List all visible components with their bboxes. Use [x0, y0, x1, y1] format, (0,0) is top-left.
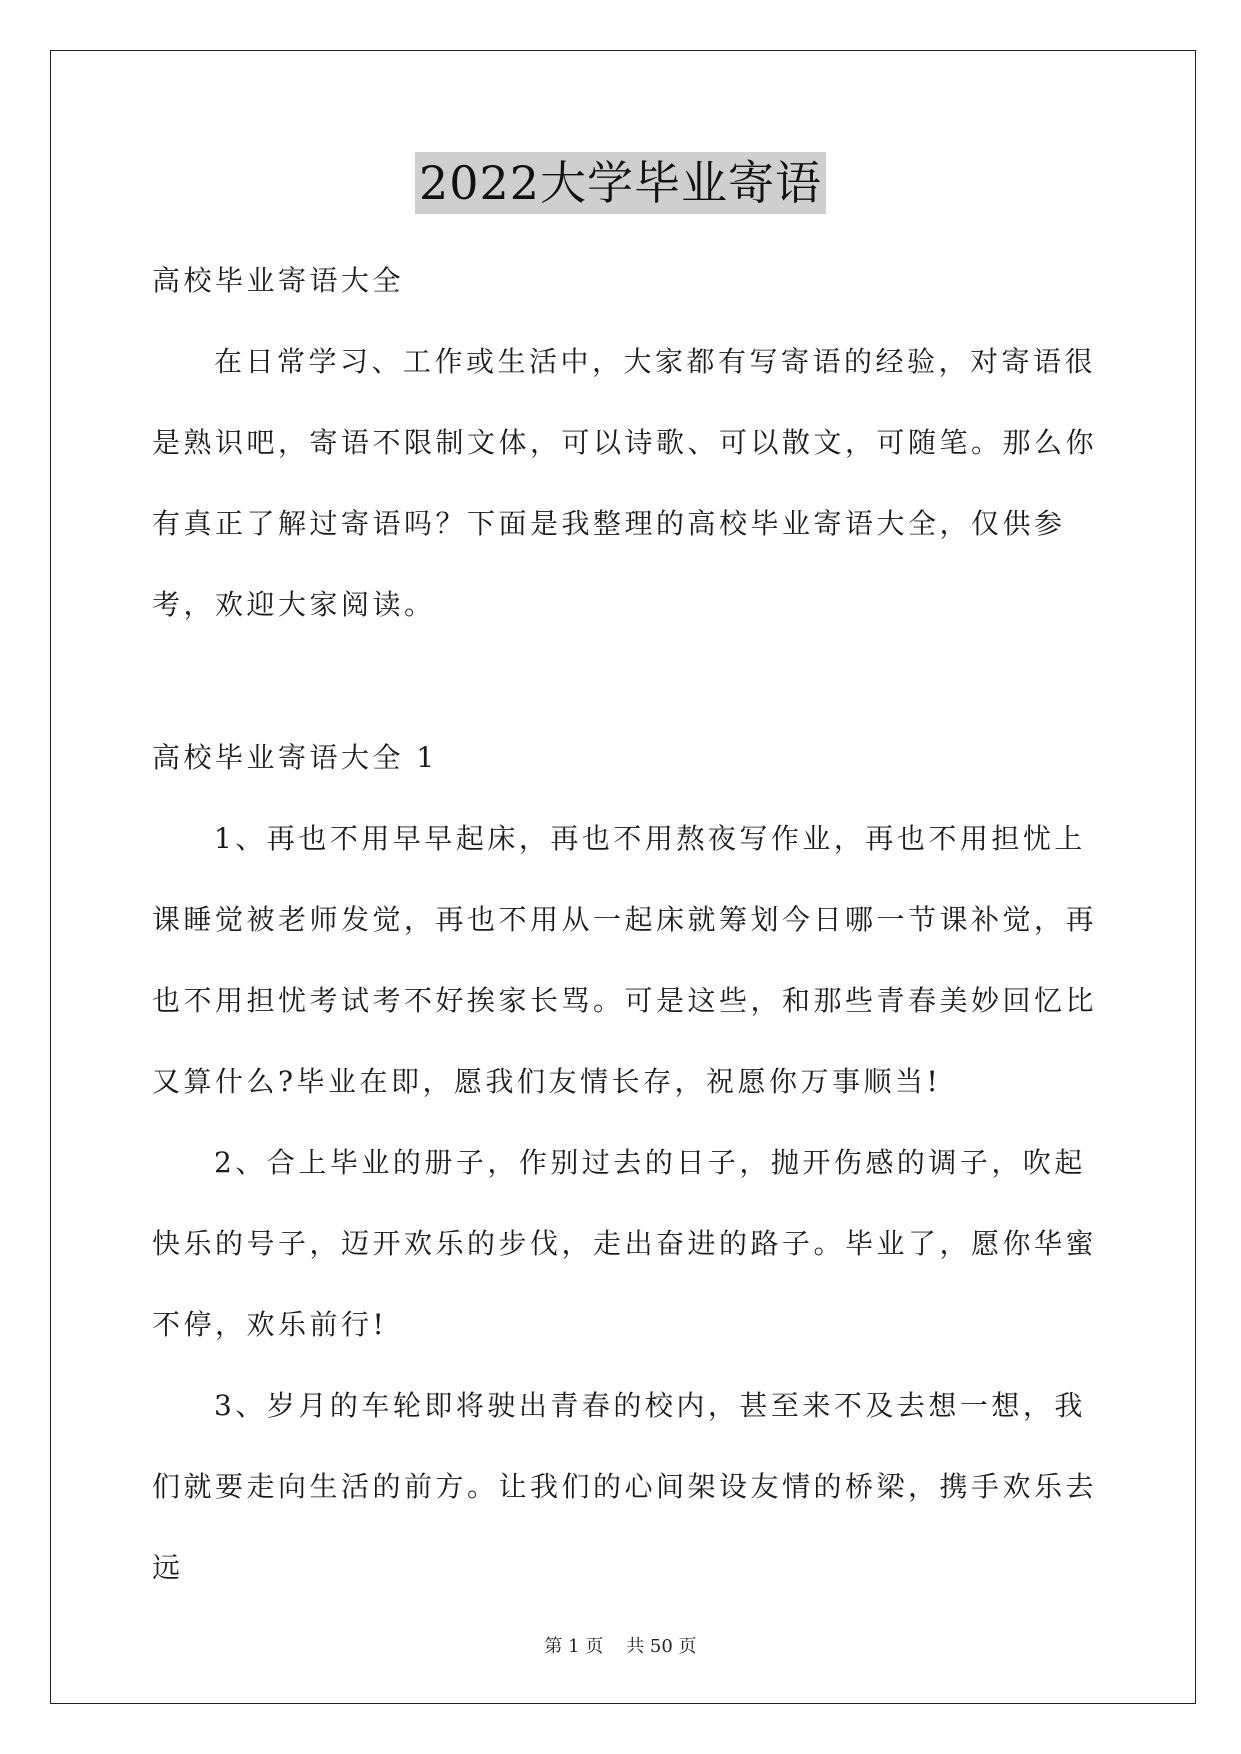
intro-paragraph: 在日常学习、工作或生活中，大家都有写寄语的经验，对寄语很是熟识吧，寄语不限制文体，可以诗歌、可以散文，可随笔。那么你有真正了解过寄语吗？下面是我整理的高校毕业寄语大全，仅供参考，欢迎大家阅读。	[152, 345, 1098, 621]
document-body	[152, 240, 1097, 1608]
list-item: 3、岁月的车轮即将驶出青春的校内，甚至来不及去想一想，我们就要走向生活的前方。让我们的心间架设友情的桥梁，携手欢乐去远	[152, 1389, 1098, 1584]
document-title: 2022大学毕业寄语	[415, 152, 826, 214]
subheading: 高校毕业寄语大全 1	[152, 741, 438, 774]
title-wrap	[0, 152, 1241, 214]
spacer	[152, 645, 1097, 717]
page-footer	[0, 1632, 1241, 1658]
list-item: 1、再也不用早早起床，再也不用熬夜写作业，再也不用担忧上课睡觉被老师发觉，再也不用从一起床就筹划今日哪一节课补觉，再也不用担忧考试考不好挨家长骂。可是这些，和那些青春美妙回忆比又算什么?毕业在即，愿我们友情长存，祝愿你万事顺当!	[152, 822, 1098, 1098]
page-indicator: 第 1 页 共 50 页	[544, 1636, 697, 1657]
list-item: 2、合上毕业的册子，作别过去的日子，抛开伤感的调子，吹起快乐的号子，迈开欢乐的步伐，走出奋进的路子。毕业了，愿你华蜜不停，欢乐前行!	[152, 1146, 1098, 1341]
section-heading: 高校毕业寄语大全	[152, 264, 405, 297]
